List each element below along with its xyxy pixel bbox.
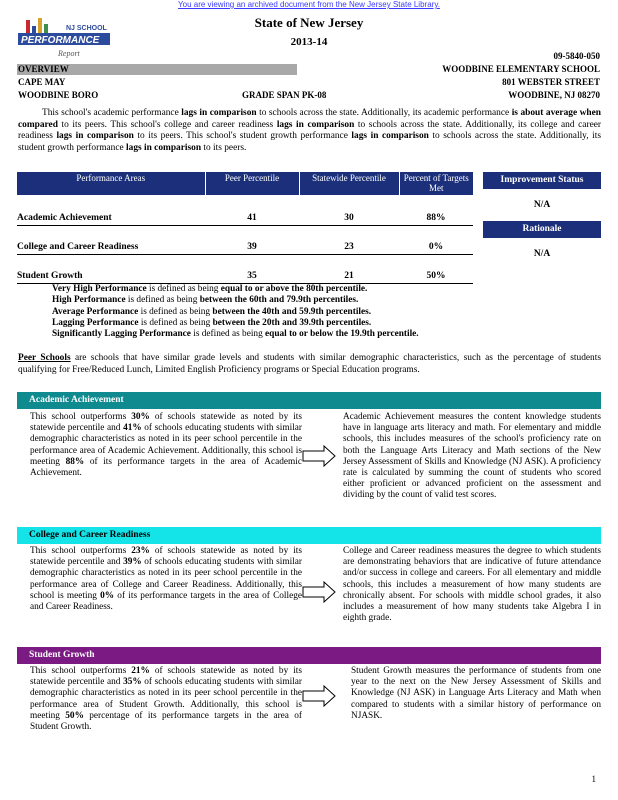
peer-schools-paragraph: Peer Schools are schools that have similar grade levels and students with similar demographic characteristics, such as the percentage of students qualifying for Free/Reduced Lunch, Limited English Proficiency programs or Special Education programs. [18, 353, 601, 375]
definition-item: High Performance is defined as being between the 60th and 79.9th percentiles. [52, 295, 359, 306]
page-title: State of New Jersey [254, 15, 364, 30]
row-state: 30 [344, 213, 354, 223]
section-left-text: This school outperforms 30% of schools statewide as noted by its statewide percentile and 41% of schools educating students with similar demographic characteristics as noted in its peer school percentile in the performance area of Academic Achievement. Additionally, this school is meeting 88% of its performance targets in the area of Academic Achievement. [30, 412, 303, 479]
rationale-value: N/A [533, 249, 551, 259]
row-peer: 39 [247, 242, 257, 252]
performance-table [17, 172, 473, 282]
row-divider [17, 225, 473, 226]
section-header-student-growth: Student Growth [17, 647, 601, 664]
row-targets: 88% [426, 213, 446, 223]
definition-item: Average Performance is defined as being between the 40th and 59.9th percentiles. [52, 306, 372, 317]
district-name: WOODBINE BORO [18, 90, 99, 100]
definitions-list [52, 284, 419, 340]
definition-item: Significantly Lagging Performance is defined as being equal to or below the 19.9th percentile. [52, 329, 419, 340]
row-peer: 41 [247, 213, 257, 223]
table-row [17, 195, 473, 224]
section-right-text: Student Growth measures the performance of students from one year to the next on the New Jersey Assessment of Skills and Knowledge (NJ ASK) in Language Arts Literacy and Math when compared to students with a similar history of performance on NJASK. [351, 666, 601, 721]
section-left-text: This school outperforms 21% of schools statewide as noted by its statewide percentile and 35% of schools educating students with similar demographic characteristics as noted in its peer school percentile in the performance area of Student Growth. Additionally, this school is meeting 50% percentage of its performance targets in the area of Student Growth. [30, 666, 303, 733]
logo-line-1: NJ SCHOOL [66, 25, 107, 32]
arrow-right-icon [302, 685, 336, 707]
school-year: 2013-14 [290, 36, 328, 48]
header-targets-met: Percent of Targets Met [399, 172, 473, 195]
row-area: Student Growth [17, 271, 83, 281]
row-targets: 50% [426, 271, 446, 281]
summary-paragraph: This school's academic performance lags in comparison to schools across the state. Additionally, its academic performance is about average when compared to its peers. This school's college and career readiness lags in comparison to schools across the state. Additionally, its college and career readiness lags in comparison to its peers. This school's student growth performance lags in comparison to schools across the state. Additionally, its student growth performance lags in comparison to its peers. [18, 108, 602, 153]
row-peer: 35 [247, 271, 257, 281]
row-area: Academic Achievement [17, 213, 112, 223]
table-row [17, 224, 473, 253]
school-name: WOODBINE ELEMENTARY SCHOOL [442, 64, 600, 74]
header-performance-areas: Performance Areas [17, 172, 205, 195]
school-city: WOODBINE, NJ 08270 [508, 90, 600, 100]
row-state: 23 [344, 242, 354, 252]
improvement-status-panel [483, 172, 601, 259]
row-area: College and Career Readiness [17, 242, 139, 252]
header-peer-percentile: Peer Percentile [205, 172, 299, 195]
definition-item: Lagging Performance is defined as being between the 20th and 39.9th percentiles. [52, 317, 372, 328]
county-name: CAPE MAY [18, 77, 66, 87]
section-header-academic-achievement: Academic Achievement [17, 392, 601, 409]
row-state: 21 [344, 271, 354, 281]
arrow-right-icon [302, 581, 336, 603]
section-right-text: Academic Achievement measures the content knowledge students have in language arts literacy and math. For elementary and middle schools, this includes measures of the school's proficiency rate on both the Language Arts Literacy and Math sections of the New Jersey Assessment of Skills and Knowledge (NJ ASK). A proficiency rate is calculated by summing the count of students who scored either proficient or advanced proficient on the assessment and dividing by the count of valid test scores. [343, 412, 601, 501]
row-divider [17, 254, 473, 255]
header-statewide-percentile: Statewide Percentile [299, 172, 399, 195]
table-row [17, 253, 473, 282]
section-header-college-career: College and Career Readiness [17, 527, 601, 544]
grade-span: GRADE SPAN PK-08 [242, 90, 327, 100]
logo-line-2: PERFORMANCE [21, 35, 100, 46]
overview-label: OVERVIEW [18, 64, 69, 74]
school-street: 801 WEBSTER STREET [502, 77, 600, 87]
arrow-right-icon [302, 445, 336, 467]
section-right-text: College and Career readiness measures the degree to which students are demonstrating behaviors that are indicative of future attendance and/or success in college and careers. For all elementary and middle schools, this includes a measurement of how many students are chronically absent. For schools with middle school grades, it also includes a measurement of how many students take Algebra I in eighth grade. [343, 546, 601, 624]
section-left-text: This school outperforms 23% of schools statewide as noted by its statewide percentile and 39% of schools educating students with similar demographic characteristics as noted in its peer school percentile in the performance area of College and Career Readiness. Additionally, this school is meeting 0% of its performance targets in the area of College and Career Readiness. [30, 546, 303, 613]
logo-line-3: Report [58, 49, 80, 58]
archive-notice-link[interactable]: You are viewing an archived document from the New Jersey State Library. [178, 0, 440, 9]
rationale-header: Rationale [483, 221, 601, 238]
school-code: 09-5840-050 [553, 51, 600, 61]
definition-item: Very High Performance is defined as being equal to or above the 80th percentile. [52, 284, 368, 294]
improvement-status-value: N/A [533, 200, 551, 210]
page-number: 1 [591, 774, 596, 784]
table-header-row [17, 172, 473, 195]
row-targets: 0% [428, 242, 444, 252]
improvement-status-header: Improvement Status [483, 172, 601, 189]
